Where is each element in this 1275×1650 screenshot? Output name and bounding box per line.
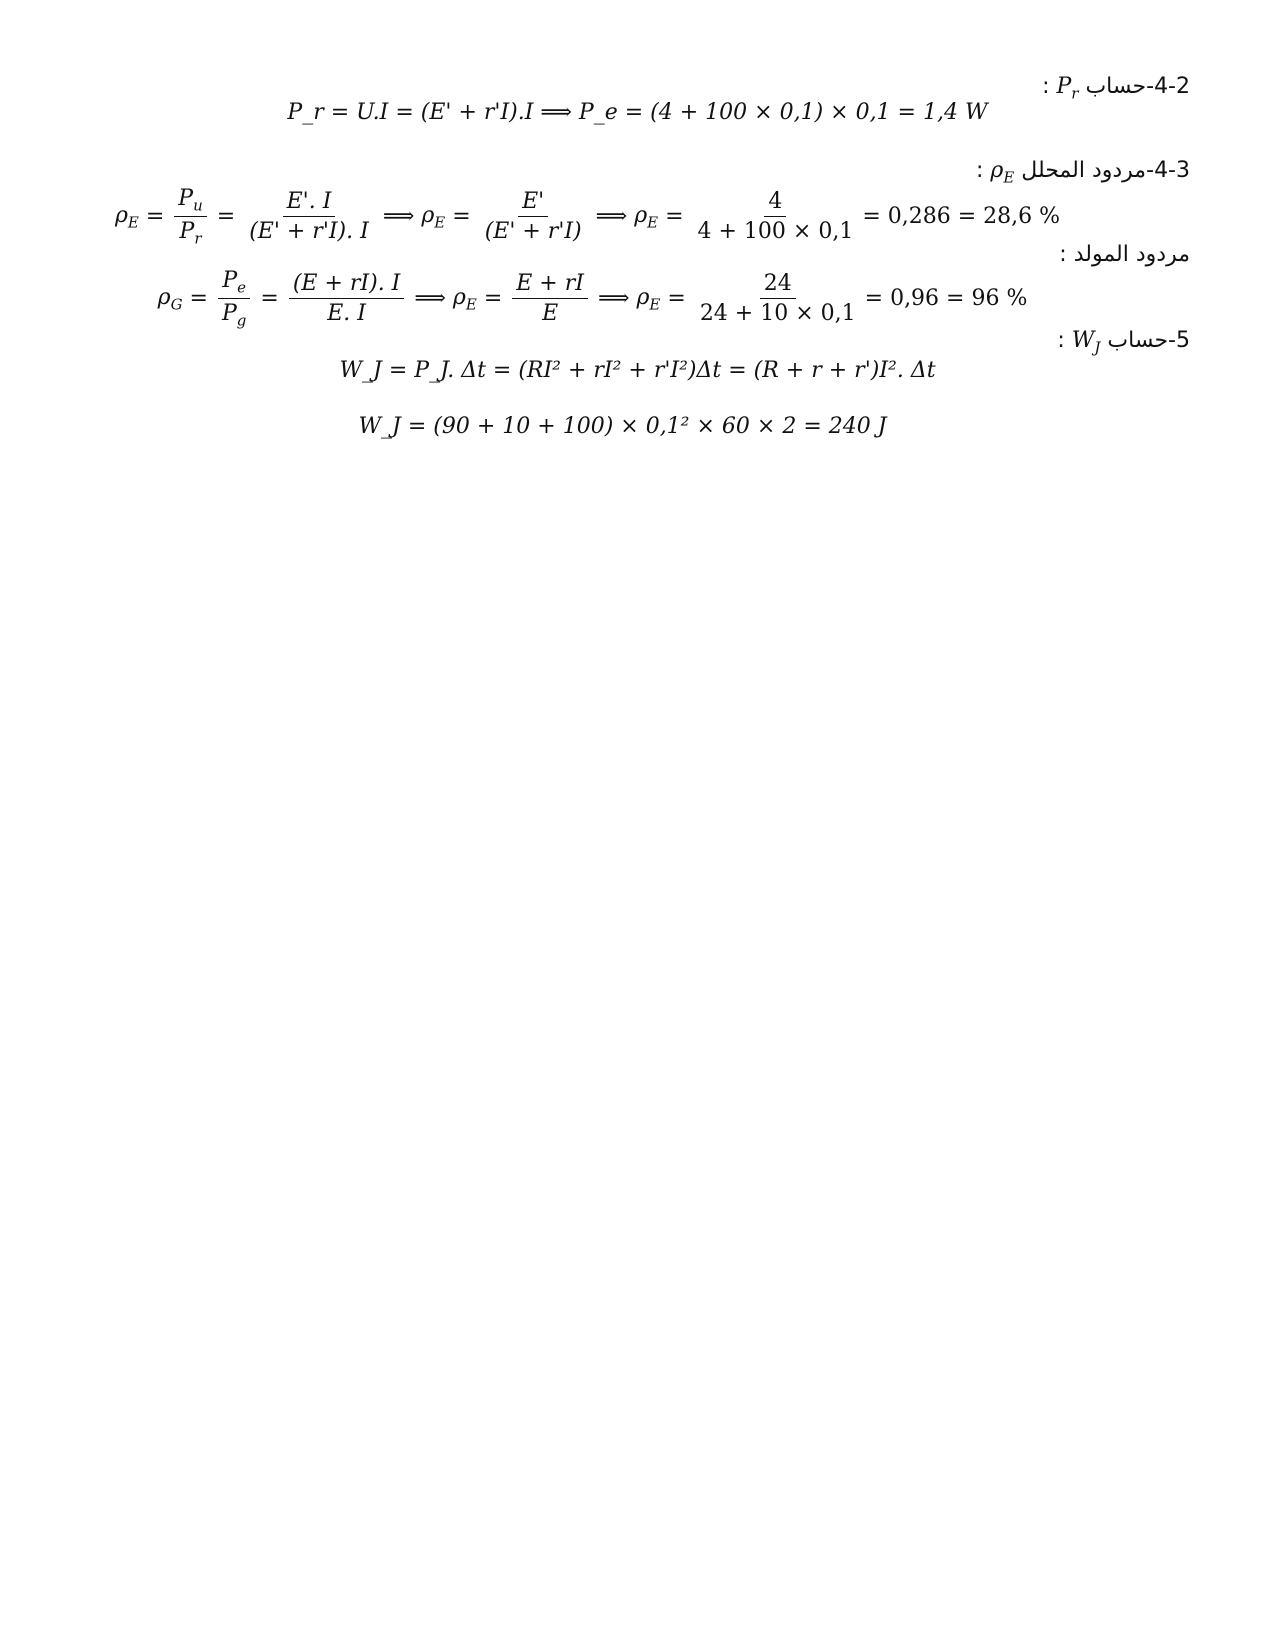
heading-number: 4-2- [1146, 74, 1190, 99]
lhs-symbol: $\rho_E$ [114, 202, 139, 232]
fraction-2: $\frac{(E + rI). I}{E. I}$ [289, 271, 405, 326]
result-value: = 0,286 = 28,6 % [862, 204, 1061, 230]
heading-number: 4-3- [1146, 158, 1190, 183]
equation-power-received [0, 100, 1275, 125]
fraction-2: $\frac{E'. I}{(E' + r'I). I}$ [249, 189, 369, 245]
fraction-3: $\frac{E'}{(E' + r'I)}$ [484, 189, 582, 245]
equation-generator-efficiency: $\rho_G$ = $\frac{P_e}{P_g}$ = $\frac{(E + rI). I}{E. I}$ ⟹ $\rho_E$ = $\frac{E + rI}{E}$ ⟹ $\rho_E$ = $\frac{24}{24 + 10 \times 0,1}$ = 0,96 = 96 % [157, 268, 1028, 330]
fraction-pe-pg: $\frac{P_e}{P_g}$ [218, 268, 250, 330]
heading-word: حساب [1085, 74, 1147, 99]
fraction-3: $\frac{E + rI}{E}$ [512, 271, 588, 326]
equation-joule-energy-formula [0, 358, 1275, 383]
heading-4-3: 4-3-مردود المحلل $\rho_E$ : [975, 158, 1190, 187]
result-value: = 0,96 = 96 % [864, 286, 1028, 312]
heading-word: مردود المحلل [1021, 158, 1147, 183]
heading-generator-efficiency: مردود المولد : [1059, 242, 1190, 267]
equation-text: W_J = (90 + 10 + 100) × 0,1² × 60 × 2 = 240 J [358, 414, 887, 439]
fraction-4: $\frac{4}{4 + 100 \times 0,1}$ [697, 189, 854, 245]
heading-symbol: $W_J$ [1071, 328, 1101, 357]
heading-symbol: $\rho_E$ [990, 158, 1015, 187]
heading-symbol: $P_r$ [1056, 74, 1079, 103]
heading-4-2: 4-2-حساب $P_r$ : [1042, 74, 1190, 103]
heading-number: 5- [1168, 328, 1190, 353]
equation-text: P_r = U.I = (E' + r'I).I ⟹ P_e = (4 + 100 × 0,1) × 0,1 = 1,4 W [287, 100, 988, 125]
equation-electrolyser-efficiency: $\rho_E$ = $\frac{P_u}{P_r}$ = $\frac{E'. I}{(E' + r'I). I}$ ⟹ $\rho_E$ = $\frac{E'}{(E' + r'I)}$ ⟹ $\rho_E$ = $\frac{4}{4 + 100 \times 0,1}$ = 0,286 = 28,6 % [114, 186, 1061, 248]
heading-word: حساب [1107, 328, 1169, 353]
fraction-pu-pr: $\frac{P_u}{P_r}$ [174, 186, 206, 248]
fraction-4: $\frac{24}{24 + 10 \times 0,1}$ [699, 271, 856, 327]
equation-joule-energy-value [0, 414, 1275, 439]
lhs-symbol: $\rho_G$ [157, 284, 183, 314]
equation-text: W_J = P_J. Δt = (RI² + rI² + r'I²)Δt = (R + r + r')I². Δt [339, 358, 936, 383]
heading-5: 5-حساب $W_J$ : [1057, 328, 1190, 357]
